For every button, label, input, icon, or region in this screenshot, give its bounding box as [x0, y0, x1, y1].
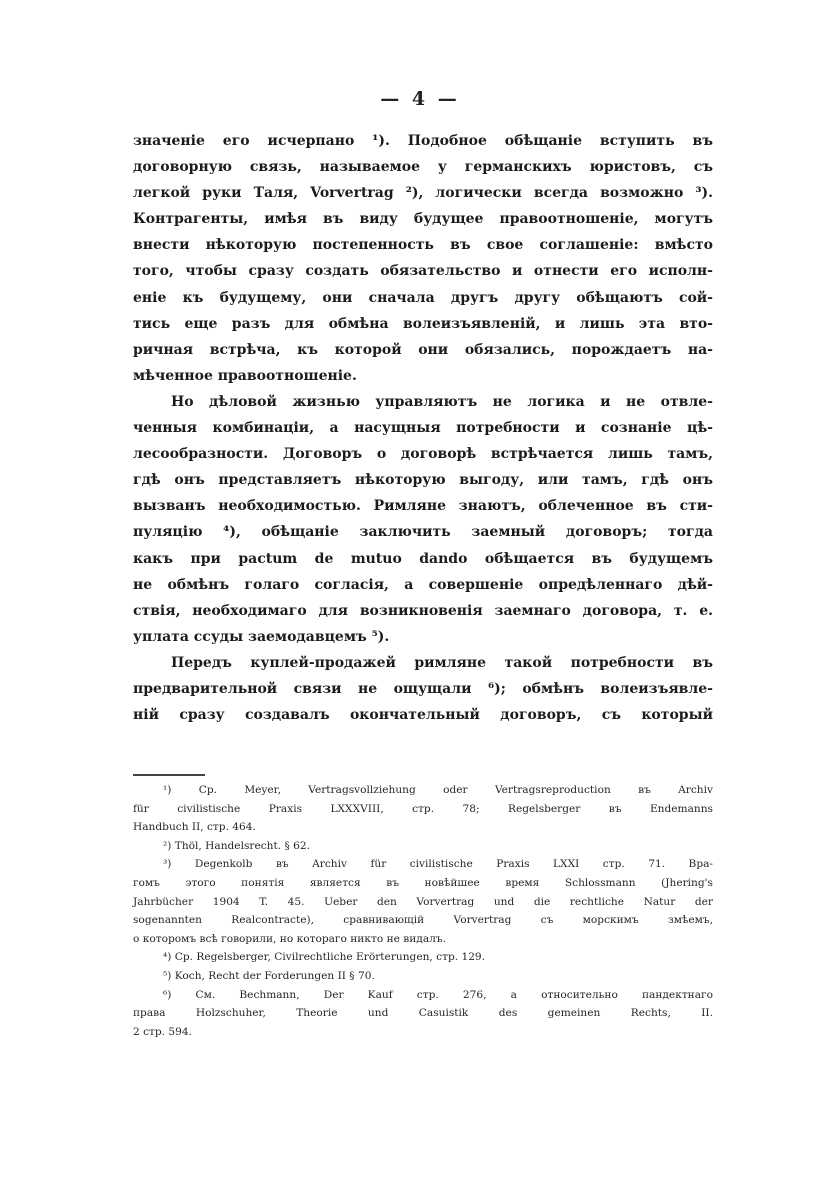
text-line: не обмѣнъ голаго согласія, а совершеніе опредѣленнаго дѣй-: [133, 576, 713, 593]
text-line: Контрагенты, имѣя въ виду будущее правоотношеніе, могутъ: [133, 211, 713, 228]
text-line: какъ при pactum de mutuo dando обѣщается въ будущемъ: [133, 550, 713, 567]
text-line: тись еще разъ для обмѣна волеизъявленій, и лишь эта вто-: [133, 315, 713, 332]
main-text: [133, 128, 713, 728]
page-number: — 4 —: [380, 88, 460, 110]
text-line: внести нѣкоторую постепенность въ свое соглашеніе: вмѣсто: [133, 237, 713, 254]
text-line: лесообразности. Договоръ о договорѣ встрѣчается лишь тамъ,: [133, 446, 713, 463]
footnotes: [133, 781, 713, 1041]
footnote-divider: [133, 774, 205, 776]
footnote-line: ⁶) См. Bechmann, Der Kauf стр. 276, а относительно пандектнаго: [163, 988, 713, 1001]
text-line: уплата ссуды заемодавцемъ ⁵).: [133, 628, 390, 645]
text-line: Передъ куплей-продажей римляне такой потребности въ: [171, 654, 713, 671]
footnote-line: ⁵) Koch, Recht der Forderungen II § 70.: [163, 969, 375, 982]
text-line: гдѣ онъ представляетъ нѣкоторую выгоду, или тамъ, гдѣ онъ: [133, 472, 713, 489]
text-line: ричная встрѣча, къ которой они обязались, порождаетъ на-: [133, 341, 713, 358]
text-line: пуляцію ⁴), обѣщаніе заключить заемный договоръ; тогда: [133, 524, 713, 541]
footnote-line: Jahrbücher 1904 T. 45. Ueber den Vorvertrag und die rechtliche Natur der: [133, 895, 713, 908]
footnote-line: о которомъ всѣ говорили, но котораго никто не видалъ.: [133, 932, 446, 945]
footnote-line: права Holzschuher, Theorie und Casuistik des gemeinen Rechts, II.: [133, 1007, 713, 1020]
text-line: еніе къ будущему, они сначала другъ другу обѣщаютъ сой-: [133, 289, 713, 306]
footnote-line: ²) Thöl, Handelsrecht. § 62.: [163, 839, 310, 852]
text-line: того, чтобы сразу создать обязательство и отнести его исполн-: [133, 263, 713, 280]
footnote-line: гомъ этого понятія является въ новѣйшее время Schlossmann (Jhering's: [133, 876, 713, 889]
text-line: Но дѣловой жизнью управляютъ не логика и не отвле-: [171, 393, 713, 410]
text-line: мѣченное правоотношеніе.: [133, 367, 357, 384]
footnote-line: für civilistische Praxis LXXXVIII, стр. 78; Regelsberger въ Endemanns: [133, 802, 713, 815]
footnote-line: ⁴) Ср. Regelsberger, Civilrechtliche Erörterungen, стр. 129.: [163, 951, 486, 964]
footnote-line: sogenannten Realcontracte), сравнивающій Vorvertrag съ морскимъ змѣемъ,: [133, 914, 713, 927]
text-line: ченныя комбинаціи, а насущныя потребности и сознаніе цѣ-: [133, 420, 713, 437]
text-line: ствія, необходимаго для возникновенія заемнаго договора, т. е.: [133, 602, 713, 619]
text-line: предварительной связи не ощущали ⁶); обмѣнъ волеизъявле-: [133, 680, 713, 697]
text-line: вызванъ необходимостью. Римляне знаютъ, облеченное въ сти-: [133, 498, 713, 515]
text-line: легкой руки Таля, Vorvertrag ²), логически всегда возможно ³).: [133, 185, 713, 202]
text-line: значеніе его исчерпано ¹). Подобное обѣщаніе вступить въ: [133, 133, 713, 149]
footnote-line: 2 стр. 594.: [133, 1025, 193, 1038]
text-line: договорную связь, называемое у германскихъ юристовъ, съ: [133, 159, 713, 176]
footnote-line: ¹) Ср. Meyer, Vertragsvollziehung oder Vertragsreproduction въ Archiv: [163, 784, 713, 796]
text-line: ній сразу создавалъ окончательный договоръ, съ который: [133, 707, 713, 724]
footnote-line: ³) Degenkolb въ Archiv für civilistische Praxis LXXI стр. 71. Вра-: [163, 858, 713, 871]
footnote-line: Handbuch II, стр. 464.: [133, 821, 256, 834]
